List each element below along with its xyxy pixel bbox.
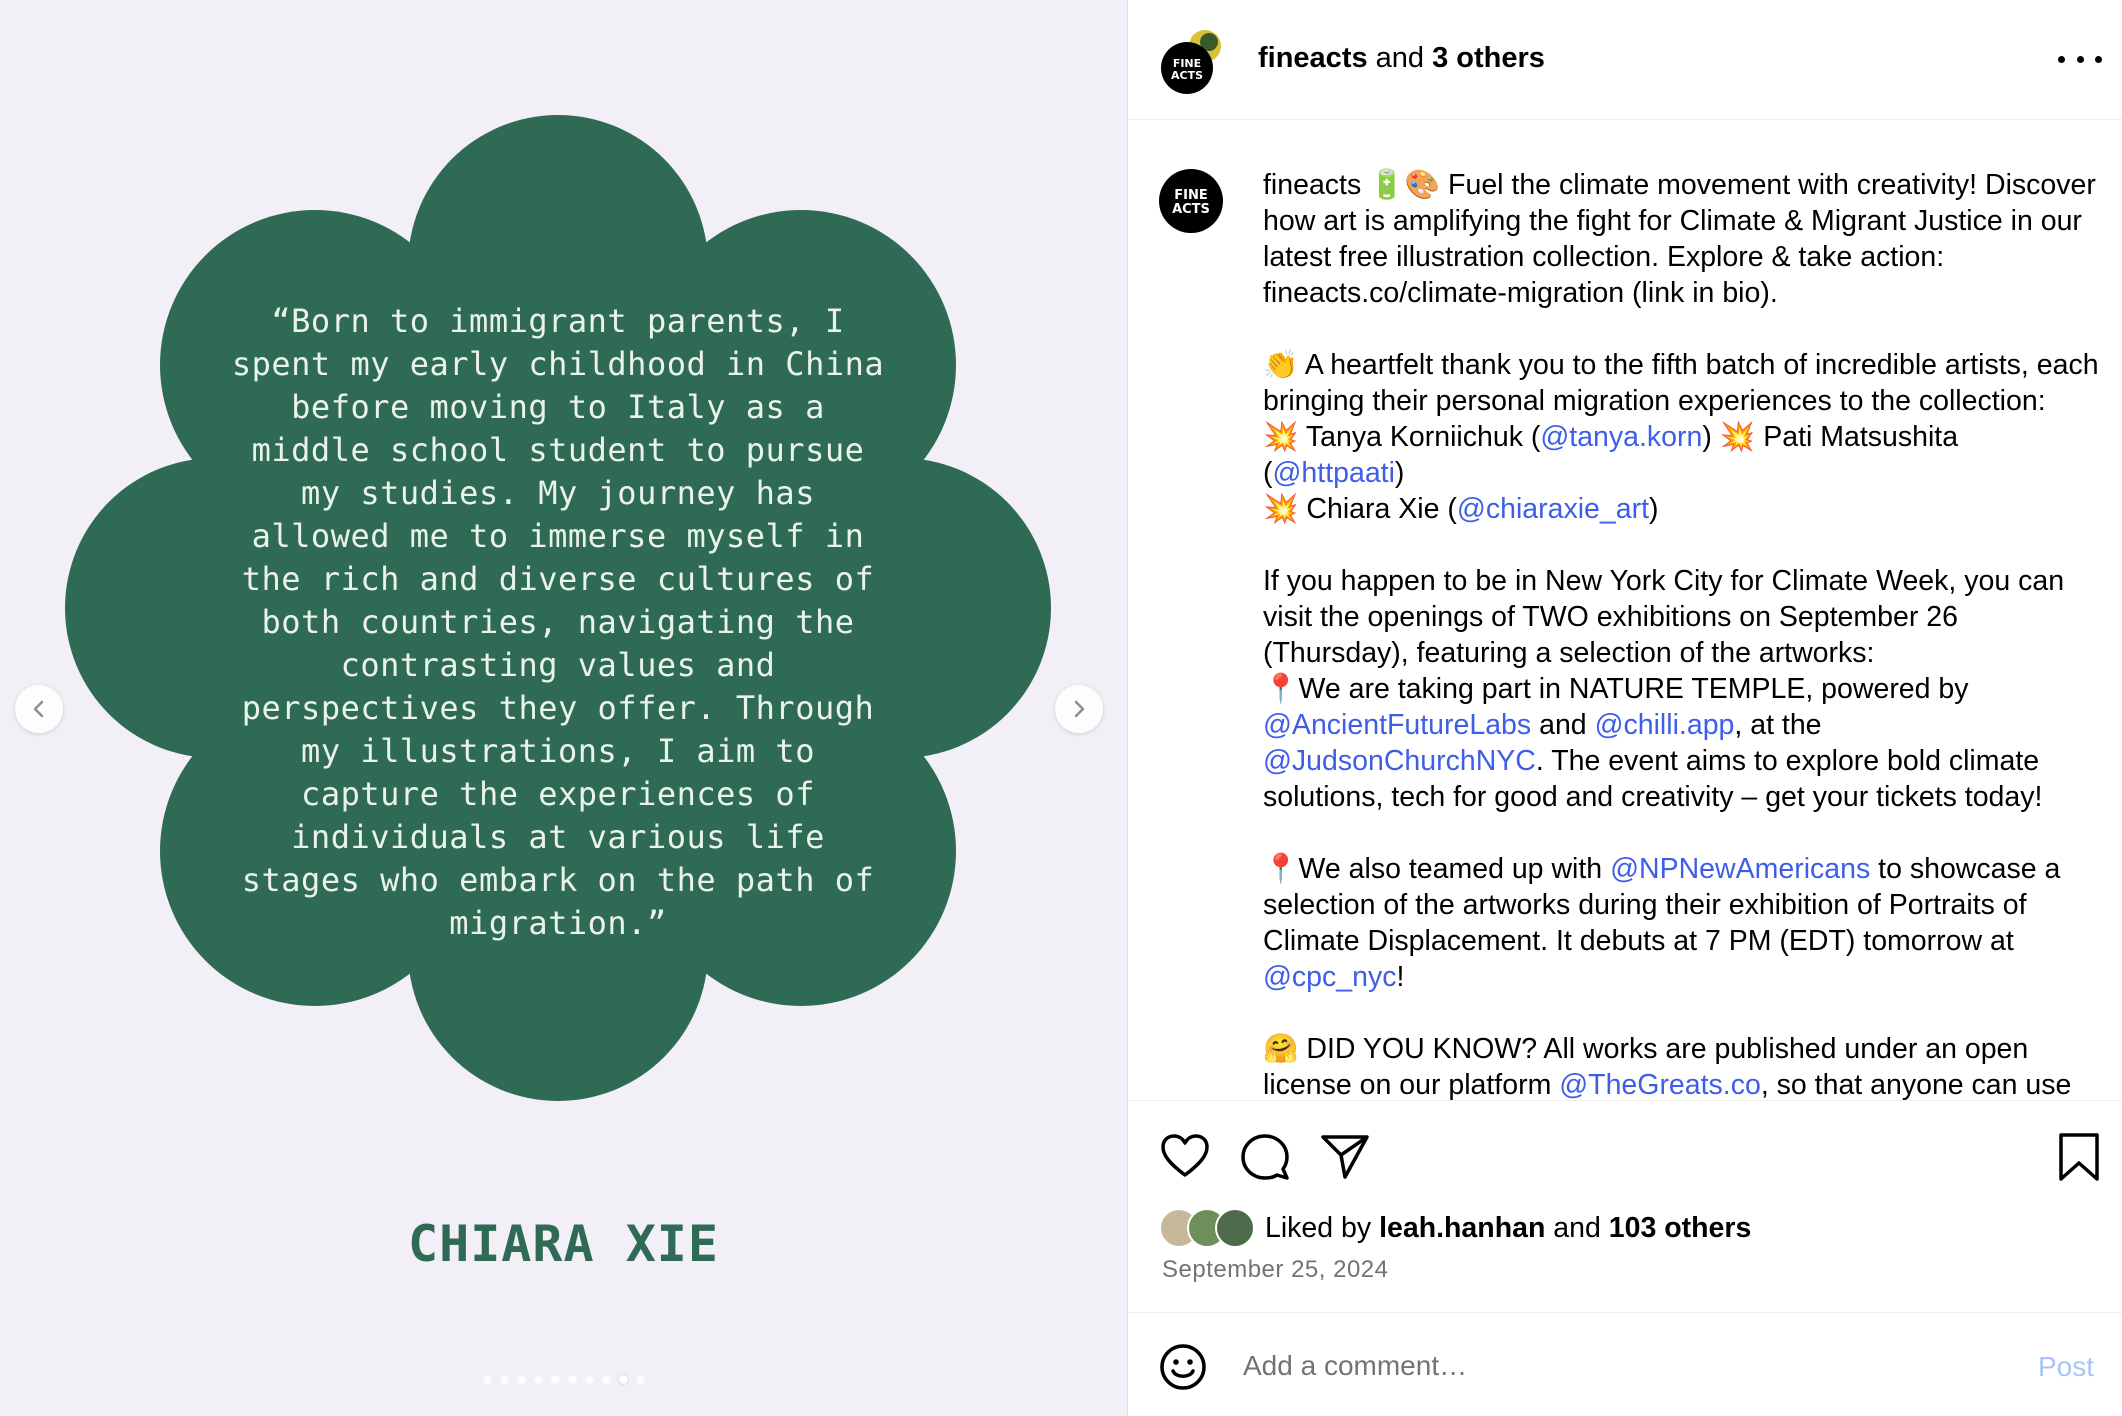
carousel-dot [551, 1375, 560, 1384]
carousel-dot [534, 1375, 543, 1384]
spacer [1263, 995, 2103, 1031]
header-joiner: and [1367, 42, 1433, 74]
carousel-dot [483, 1375, 492, 1384]
fineacts-avatar[interactable] [1159, 28, 1227, 96]
mention-link[interactable]: @tanya.korn [1540, 421, 1703, 453]
carousel-dot [602, 1375, 611, 1384]
mention-link[interactable]: @chiaraxie_art [1456, 493, 1650, 525]
caption-nyc: If you happen to be in New York City for Climate Week, you can visit the openings of TWO exhibitions on September 26 (Thursday), featuring a selection of the artworks: [1263, 565, 2065, 669]
collision-emoji: 💥 [1263, 421, 1299, 453]
nature-text-2: and [1531, 709, 1595, 741]
comment-input[interactable] [1243, 1341, 1943, 1391]
caption-did-you-know [1263, 1031, 2103, 1100]
caption-artists [1263, 419, 2103, 527]
caption-scroll-area[interactable] [1128, 121, 2122, 1100]
artist-name-1: Tanya Korniichuk ( [1298, 421, 1541, 453]
nature-text-1: We are taking part in NATURE TEMPLE, powered by [1298, 673, 1969, 705]
send-icon[interactable] [1319, 1131, 1371, 1183]
svg-text:FINE: FINE [1172, 57, 1202, 70]
liked-by-others[interactable]: 103 others [1608, 1211, 1752, 1244]
mention-link[interactable]: @NPNewAmericans [1610, 853, 1871, 885]
caption-thanks-text: A heartfelt thank you to the fifth batch of incredible artists, each bringing their personal migration experiences to the collection: [1263, 349, 2099, 417]
nature-text-3: , at the [1734, 709, 1822, 741]
hug-emoji: 🤗 [1263, 1033, 1299, 1065]
liked-by-text [1265, 1212, 1751, 1245]
caption-np-new-americans [1263, 851, 2103, 995]
more-dot [2077, 56, 2084, 63]
artist-name: CHIARA XIE [407, 1215, 720, 1273]
mention-link[interactable]: @TheGreats.co [1559, 1069, 1761, 1100]
carousel-dot [619, 1375, 628, 1384]
liked-by-joiner: and [1545, 1211, 1609, 1244]
post-date[interactable]: September 25, 2024 [1162, 1256, 1389, 1283]
header-username[interactable]: fineacts [1258, 42, 1368, 74]
svg-text:ACTS: ACTS [1170, 69, 1204, 82]
more-options-button[interactable] [2058, 44, 2102, 74]
dyk-text-1: DID YOU KNOW? All works are published under an open license on our platform [1263, 1033, 2029, 1100]
mention-link[interactable]: @cpc_nyc [1263, 961, 1397, 993]
mention-link[interactable]: @JudsonChurchNYC [1263, 745, 1536, 777]
caption-intro [1263, 167, 2103, 311]
carousel-dots [0, 1375, 1127, 1384]
svg-text:FINE: FINE [1174, 188, 1208, 203]
artist-quote: “Born to immigrant parents, I spent my early childhood in China before moving to Italy as a middle school student to pursue my studies. My journey has allowed me to immerse myself in the rich and diverse cultures of both countries, navigating the contrasting values and perspectives they offer. Through my illustrations, I aim to capture the experiences of individuals at various life stages who embark on the path of migration.” [231, 302, 885, 942]
pin-emoji: 📍 [1263, 853, 1299, 885]
np-text-1: We also teamed up with [1298, 853, 1611, 885]
artist-close-3: ) [1649, 493, 1659, 525]
liker-avatars[interactable] [1159, 1206, 1259, 1250]
smiley-icon[interactable] [1159, 1343, 1207, 1391]
post-sidebar [1127, 0, 2122, 1416]
collision-emoji: 💥 [1719, 421, 1756, 453]
post-caption [1263, 167, 2103, 1100]
comment-icon[interactable] [1239, 1131, 1291, 1183]
bookmark-icon[interactable] [2053, 1131, 2105, 1183]
chevron-left-icon [29, 699, 49, 719]
more-dot [2095, 56, 2102, 63]
mention-link[interactable]: @AncientFutureLabs [1263, 709, 1532, 741]
np-text-3: ! [1396, 961, 1405, 993]
header-title [1258, 40, 1545, 76]
np-text-2: to showcase a selection of the artworks during their exhibition of Portraits of Climate Displacement. It debuts at 7 PM (EDT) tomorrow at [1263, 853, 2061, 957]
caption-nature-temple [1263, 671, 2103, 815]
avatar [1215, 1208, 1255, 1248]
spacer [1263, 527, 2103, 563]
artist-name-3: Chiara Xie ( [1298, 493, 1457, 525]
caption-thanks [1263, 347, 2103, 419]
spacer [1263, 815, 2103, 851]
carousel-dot [500, 1375, 509, 1384]
artist-name-2: Pati Matsushita ( [1263, 421, 1959, 489]
carousel-dot [568, 1375, 577, 1384]
mention-link[interactable]: @chilli.app [1594, 709, 1735, 741]
carousel-dot [517, 1375, 526, 1384]
carousel-prev-button[interactable] [15, 685, 63, 733]
caption-intro-text: Fuel the climate movement with creativity! Discover how art is amplifying the fight for Climate & Migrant Justice in our latest free illustration collection. Explore & take action: fineacts.co/climate-migration (link in bio). [1263, 169, 2096, 309]
carousel-next-button[interactable] [1055, 685, 1103, 733]
artist-close-1: ) [1702, 421, 1720, 453]
clap-emoji: 👏 [1263, 349, 1299, 381]
header-collab-others[interactable]: 3 others [1432, 42, 1545, 74]
heart-icon[interactable] [1159, 1131, 1211, 1183]
likes-row [1159, 1205, 1751, 1251]
post-actions [1128, 1100, 2122, 1200]
spacer [1263, 311, 2103, 347]
mention-link[interactable]: @httpaati [1272, 457, 1395, 489]
caption-username[interactable]: fineacts [1263, 169, 1362, 201]
liked-by-prefix: Liked by [1265, 1211, 1380, 1244]
more-horizontal-icon [2058, 56, 2065, 63]
caption-avatar[interactable] [1159, 169, 1223, 233]
comment-bar [1128, 1312, 2122, 1416]
carousel-dot [585, 1375, 594, 1384]
liked-by-user[interactable]: leah.hanhan [1379, 1211, 1546, 1244]
post-comment-button[interactable]: Post [2038, 1351, 2095, 1382]
chevron-right-icon [1069, 699, 1089, 719]
pin-emoji: 📍 [1263, 673, 1299, 705]
artist-close-2: ) [1394, 457, 1405, 489]
dyk-text-2: , so that anyone can use [1760, 1069, 2072, 1100]
carousel-dot [636, 1375, 645, 1384]
collision-emoji: 💥 [1263, 493, 1299, 525]
post-header [1128, 0, 2122, 120]
svg-text:ACTS: ACTS [1172, 202, 1210, 217]
battery-palette-emoji: 🔋🎨 [1369, 169, 1441, 201]
nature-text-4: . The event aims to explore bold climate solutions, tech for good and creativity – get your tickets today! [1263, 745, 2043, 813]
